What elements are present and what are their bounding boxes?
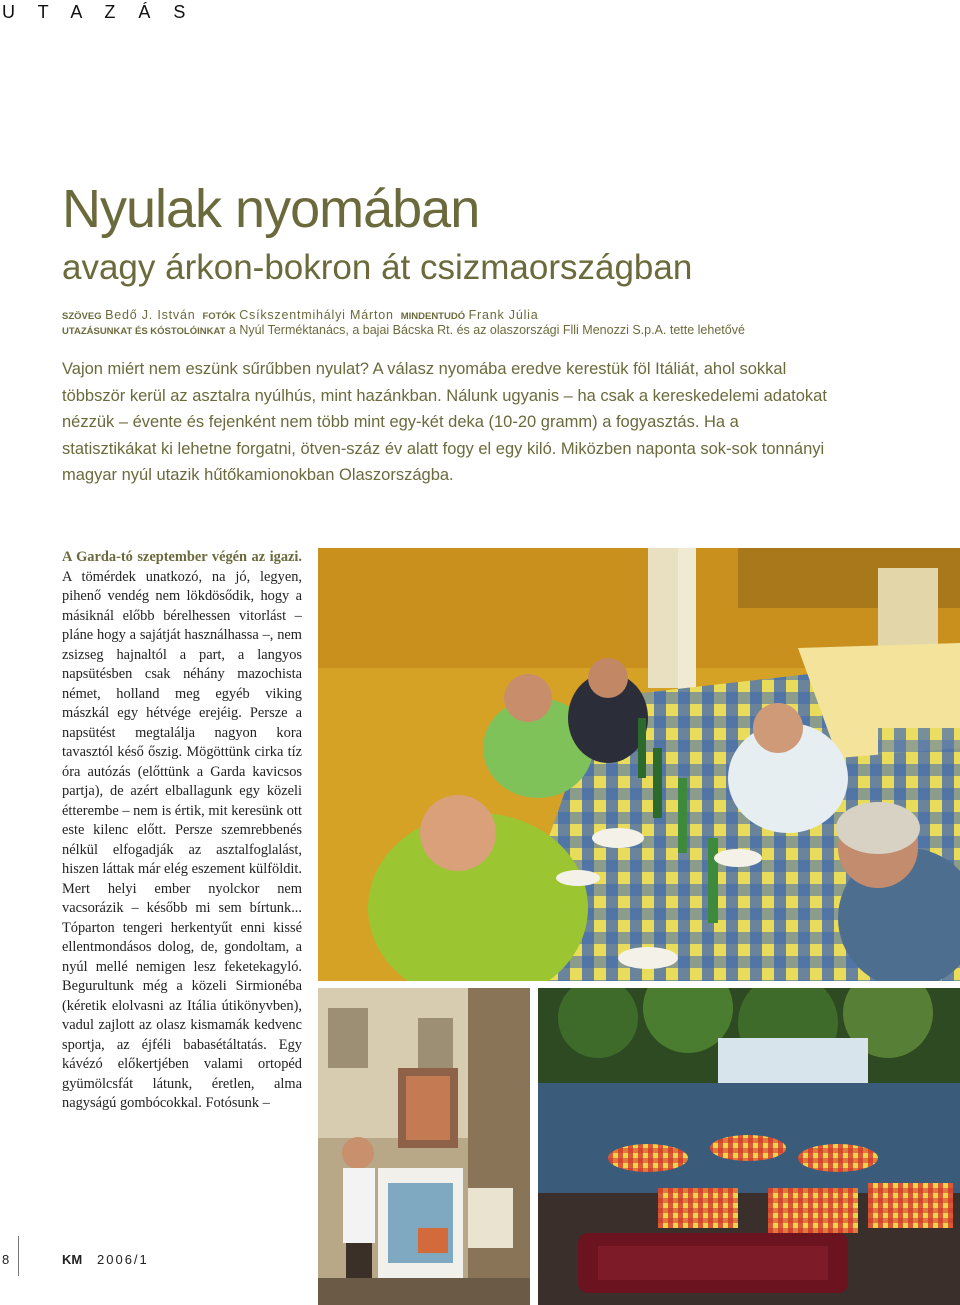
body-text: A tömérdek unatkozó, na jó, legyen, pihenő vendég nem lökdösődik, hogy a másiknál előbb bérelhessen vitorlást – pláne hogy a sajátját használhassa –, nem zsizseg hajnaltól a part, a langyos napsütésben csak néhány mazochista német, holland meg egyéb viking mászkál egy hétvége erejéig. Persze a napsütést megtalálja nagyon kora tavasztól késő őszig. Mögöttünk cirka tíz óra autózás (előttünk a Garda kavicsos partja), de azért elballagunk egy közeli étterembe – nem is értik, mit keresünk ott este kilenc előtt. Persze szemrebbenés nélkül elfogadják az asztalfoglalást, hiszen láttak már elég eszement külföldit. Mert helyi ember nyolckor nem vacsorázik – később mi sem bírtunk... Tóparton tengeri herkentyűt enni kissé ellentmondásos dolog, de, gondoltam, a nyúl mellé nemigen lesz feketekagyló. Begurultunk még a közeli Sirmionéba (kéretik elolvasni az Itália útikönyvben), vadul zajlott az olasz kismamák kedvenc sportja, az éjféli babasétáltatás. Egy kávézó előkertjében valami ortopéd gyümölcsfát látunk, éretlen, alma nagyságú gombócokkal. Fotósunk –	[62, 568, 302, 1111]
credit-trip-label: UTAZÁSUNKAT ÉS KÓSTOLÓINKAT	[62, 326, 226, 337]
credit-helper-value: Frank Júlia	[468, 308, 539, 322]
footer-divider	[18, 1236, 19, 1276]
restaurant-table-illustration	[318, 548, 960, 981]
street-painter-photo	[318, 988, 530, 1305]
credits-line-1	[62, 308, 539, 322]
credit-photos-value: Csíkszentmihályi Márton	[239, 308, 394, 322]
section-label: U T A Z Á S	[2, 2, 195, 22]
street-painter-illustration	[318, 988, 530, 1305]
article-subtitle: avagy árkon-bokron át csizmaországban	[62, 248, 693, 287]
restaurant-table-photo	[318, 548, 960, 981]
body-text-column	[62, 548, 302, 1114]
issue-number: 2006/1	[97, 1252, 149, 1267]
night-terrace-illustration	[538, 988, 960, 1305]
credits-line-2	[62, 323, 745, 337]
credit-text-value: Bedő J. István	[105, 308, 196, 322]
magazine-name: KM	[62, 1252, 83, 1267]
credit-trip-value: a Nyúl Terméktanács, a bajai Bácska Rt. és az olaszországi Flli Menozzi S.p.A. tette lehetővé	[228, 323, 745, 337]
credit-text-label: SZÖVEG	[62, 311, 102, 322]
night-terrace-photo	[538, 988, 960, 1305]
lead-paragraph: Vajon miért nem eszünk sűrűbben nyulat? A válasz nyomába eredve kerestük föl Itáliát, ahol sokkal többször kerül az asztalra nyúlhús, mint hazánkban. Nálunk ugyanis – ha csak a kereskedelemi adatokat nézzük – évente és fejenként nem több mint egy-két deka (10-20 gramm) a fogyasztás. Ha a statisztikákat ki lehetne forgatni, ötven-száz év alatt fogy el egy kiló. Miközben naponta sok-sok tonnányi magyar nyúl utazik hűtőkamionokban Olaszországba.	[62, 360, 827, 484]
page-number: 8	[2, 1252, 10, 1267]
credit-helper-label: MINDENTUDÓ	[400, 311, 466, 322]
body-lead-in: A Garda-tó szeptember végén az igazi.	[62, 549, 302, 565]
article-title: Nyulak nyomában	[62, 179, 480, 239]
credit-photos-label: FOTÓK	[202, 311, 236, 322]
